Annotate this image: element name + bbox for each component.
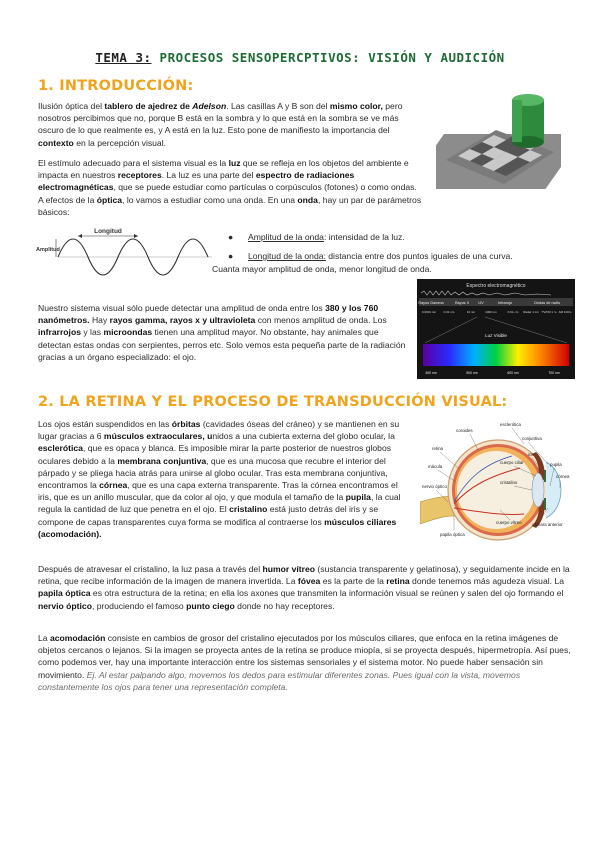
eye-label-pupila: pupila (550, 462, 562, 467)
checker-shadow-illusion-image (436, 86, 561, 190)
title-rest: PROCESOS SENSOPERCPTIVOS: VISIÓN Y AUDICIÓN (159, 50, 505, 65)
title-tema: TEMA 3: (95, 50, 152, 65)
bullet-longitud: ● Longitud de la onda: distancia entre dos puntos iguales de una curva. (228, 251, 513, 261)
page-title (0, 50, 600, 65)
eye-label-macula: mácula (428, 464, 443, 469)
tick-600: 600 nm (507, 371, 519, 375)
eye-anatomy-diagram (420, 416, 580, 550)
paragraph-ojos: Los ojos están suspendidos en las órbitas (cavidades óseas del cráneo) y se mantienen en su lugar gracias a 6 músculos extraoculares, unidos a una cubierta externa del globo ocular, la esclerótica, que es opaca y blanca. Es imposible mirar la parte posterior de nuestros globos oculares debido a la membrana conjuntiva, que es una mucosa que recubre el interior del párpado y se pliega hacia atrás para unirse al globo ocular. Tras esta membrana conjuntiva, encontramos la córnea, que es una capa externa transparente. Tras la córnea encontramos el iris, que es un anillo muscular, que da color al ojo, y que modula el tamaño de la pupila, la cual regula la cantidad de luz que penetra en el ojo. El cristalino está justo detrás del iris y se compone de capas transparentes cuya forma se modifica al contraerse los músculos ciliares (acomodación). (38, 419, 401, 539)
eye-label-papila-optica: papila óptica (440, 532, 465, 537)
tick-400: 400 nm (425, 371, 437, 375)
eye-label-coroides: coroides (456, 428, 473, 433)
eye-label-iris: iris (528, 452, 534, 457)
scale-1: 0.0001 nm (421, 310, 437, 314)
scale-7: TV/FM 1 m (541, 310, 557, 314)
scale-5: 0.01 cm (507, 310, 519, 314)
eye-label-esclerotica: esclerótica (500, 422, 521, 427)
tick-500: 500 nm (466, 371, 478, 375)
eye-label-cornea: córnea (556, 474, 570, 479)
eye-label-cuerpo-vitreo: cuerpo vítreo (496, 520, 522, 525)
visible-light-label: Luz Visible (485, 333, 507, 338)
eye-label-cuerpo-ciliar: cuerpo ciliar (500, 460, 524, 465)
spectrum-title: Espectro electromagnético (466, 283, 526, 289)
scale-8: AM 100m (558, 310, 572, 314)
eye-label-retina: retina (432, 446, 443, 451)
band-ir: Infrarojo (498, 301, 512, 305)
paragraph-adelson: Ilusión óptica del tablero de ajedrez de Adelson. Las casillas A y B son del mismo color, pero nosotros percibimos que no, porque B está en la sombra y lo que está en la sombra se ve más oscuro de lo que realmente es, y A está en la luz. Esto pone de manifiesto la importancia del contexto en la percepción visual. (38, 101, 403, 148)
band-gamma: Rayos Gamma (418, 301, 444, 305)
eye-label-camara-anterior: cámara anterior (532, 522, 563, 527)
scale-3: 10 nm (466, 310, 476, 314)
wave-amplitud-label: Amplitud (36, 247, 60, 253)
wave-longitud-label: Longitud (94, 228, 122, 235)
paragraph-humor-vitreo: Después de atravesar el cristalino, la luz pasa a través del humor vítreo (sustancia transparente y gelatinosa), y seguidamente incide en la retina, que recibe información de la imagen de manera invertida. La fóvea es la parte de la retina donde tenemos más agudeza visual. La papila óptica es otra estructura de la retina; en ella los axones que transmiten la información visual se reúnen y salen del ojo formando el nervio óptico, produciendo el famoso punto ciego donde no hay receptores. (38, 564, 570, 611)
eye-label-nervio-optico: nervio óptico (422, 484, 447, 489)
bullet-amplitud: ● Amplitud de la onda: intensidad de la luz. (228, 232, 405, 242)
band-xray: Rayos X (454, 301, 470, 305)
scale-6: Radar 1 cm (523, 310, 539, 314)
band-radio: Ondas de radio (534, 301, 560, 305)
scale-2: 0.01 nm (443, 310, 455, 314)
paragraph-espectro: Nuestro sistema visual sólo puede detectar una amplitud de onda entre los 380 y los 760 nanómetros. Hay rayos gamma, rayos x y ultravioleta con menos amplitud de onda. Los infrarrojos y las microondas tienen una amplitud mayor. No obstante, hay animales que detectan estas ondas con serpientes, perros etc. Solo vemos esta pequeña parte de la radiación gracias a un órgano especializado: el ojo. (38, 303, 406, 362)
eye-label-conjuntiva: conjuntiva (522, 436, 542, 441)
eye-label-cristalino: cristalino (500, 480, 518, 485)
heading-retina: 2. LA RETINA Y EL PROCESO DE TRANSDUCCIÓN VISUAL: (38, 394, 508, 410)
electromagnetic-spectrum-image (417, 279, 575, 379)
heading-intro: 1. INTRODUCCIÓN: (38, 78, 194, 94)
wave-diagram (36, 225, 214, 285)
paragraph-acomodacion: La acomodación consiste en cambios de grosor del cristalino ejecutados por los músculos ciliares, que enfoca en la retina imágenes de objetos cercanos o lejanos. Si la imagen se proyecta antes de la retina se produce miopía, si se proyecta después, hipermetropía. Así pues, como podemos ver, hay una importante interacción entre los sistemas sensoriales y el sistema motor. No puede haber sensación sin movimiento. Ej. Al estar palpando algo, movemos los dedos para estimular diferentes zonas. Pues igual con la vista, movemos constantemente los ojos para tener una representación completa. (38, 633, 571, 692)
scale-4: 1000 nm (485, 310, 497, 314)
after-bullets-text: Cuanta mayor amplitud de onda, menor longitud de onda. (212, 264, 432, 274)
paragraph-estimulo: El estímulo adecuado para el sistema visual es la luz que se refleja en los objetos del ambiente e impacta en nuestros receptores. La luz es una parte del espectro de radiaciones electromagnéticas, que se puede estudiar como partículas o corpúsculos (fotones) o como ondas. A efectos de la óptica, lo vamos a estudiar como una onda. En una onda, hay un par de parámetros básicos: (38, 158, 422, 217)
tick-700: 700 nm (548, 371, 560, 375)
band-uv: UV (478, 301, 484, 305)
